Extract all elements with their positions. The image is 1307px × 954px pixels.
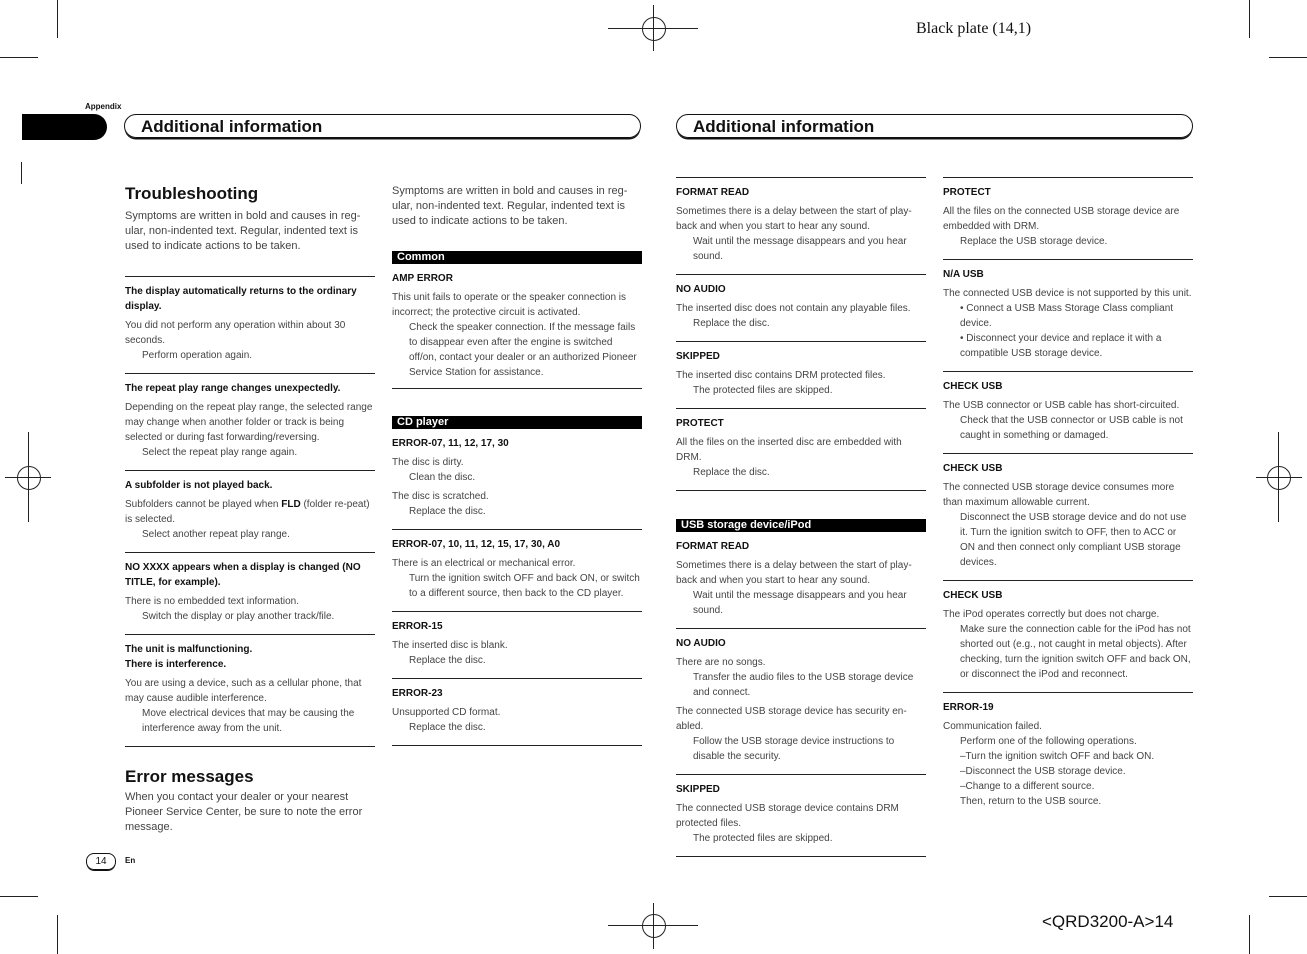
symptom: FORMAT READ [676,541,750,552]
symptom: There is interference. [125,659,227,670]
error-entry [676,177,926,274]
action: Make sure the connection cable for the iPod has not shorted out (e.g., not caught in metal objects). After checking, turn the ignition switch OFF and back ON, or disconnect the iPod and reconnect. [960,624,1191,680]
trouble-entry [125,470,375,552]
page-number: 14 [86,853,116,870]
cause: The iPod operates correctly but does not charge. [943,609,1160,620]
symptom: A subfolder is not played back. [125,480,273,491]
section-bar-cd: CD player [392,416,642,429]
symptom: ERROR-07, 11, 12, 17, 30 [392,438,509,449]
action: The protected files are skipped. [693,385,833,396]
action: Follow the USB storage device instructions to disable the security. [693,736,895,762]
registration-line [28,432,29,522]
registration-mark [642,17,666,41]
action: –Turn the ignition switch OFF and back ON. [960,751,1155,762]
action: Clean the disc. [409,472,476,483]
symptom: PROTECT [676,418,724,429]
error-entry [943,259,1193,371]
error-entry [943,453,1193,580]
cause: The inserted disc is blank. [392,640,508,651]
cause: The disc is dirty. [392,457,464,468]
cause: The USB connector or USB cable has short-circuited. [943,400,1180,411]
appendix-label: Appendix [85,102,122,111]
action: Move electrical devices that may be causing the interference away from the unit. [142,708,355,734]
troubleshooting-title: Troubleshooting [125,184,259,203]
error-entry [943,692,1193,819]
action: Turn the ignition switch OFF and back ON, or switch to a different source, then back to the CD player. [409,573,640,599]
cause-text: (folder re-peat) is selected. [125,499,370,525]
symptom: The repeat play range changes unexpectedly. [125,383,341,394]
symptom: ERROR-07, 10, 11, 12, 15, 17, 30, A0 [392,539,561,550]
action: Switch the display or play another track/file. [142,611,335,622]
registration-line [1256,477,1302,478]
trouble-entry [125,373,375,470]
cause: You did not perform any operation within about 30 seconds. [125,320,346,346]
action: Replace the disc. [693,467,770,478]
crop-mark [1249,915,1250,954]
symptom: CHECK USB [943,463,1003,474]
action: The protected files are skipped. [693,833,833,844]
cause: All the files on the connected USB storage device are embedded with DRM. [943,206,1180,232]
registration-mark [17,466,41,490]
trouble-entry [125,552,375,634]
action: Select another repeat play range. [142,529,290,540]
action: Wait until the message disappears and you hear sound. [693,590,907,616]
error-entry [676,628,926,774]
cause: The disc is scratched. [392,491,489,502]
action: Replace the disc. [693,318,770,329]
action: Disconnect the USB storage device and do not use it. Turn the ignition switch to OFF, then to ACC or ON and then connect only compliant USB storage devices. [960,512,1187,568]
cause: Depending on the repeat play range, the selected range may change when another folder or track is being selected or during fast forwarding/reversing. [125,402,373,443]
language-label: En [125,856,136,865]
column-2 [392,184,642,746]
action: –Disconnect the USB storage device. [960,766,1126,777]
crop-mark [0,896,38,897]
action: Perform one of the following operations. [960,736,1137,747]
action: Then, return to the USB source. [960,796,1102,807]
action: • Disconnect your device and replace it with a compatible USB storage device. [960,333,1162,359]
plate-label: Black plate (14,1) [916,20,1032,37]
symptom: CHECK USB [943,381,1003,392]
action: Replace the disc. [409,655,486,666]
cause: There are no songs. [676,657,766,668]
action: Replace the disc. [409,506,486,517]
crop-mark [21,162,22,184]
symptom: ERROR-15 [392,621,443,632]
error-entry [676,774,926,857]
section-bar-usb: USB storage device/iPod [676,519,926,532]
cause: The connected USB storage device contains DRM protected files. [676,803,899,829]
action: Select the repeat play range again. [142,447,298,458]
registration-mark [1267,466,1291,490]
error-messages-title: Error messages [125,767,254,786]
header-right: Additional information [676,114,1193,138]
trouble-entry [125,276,375,373]
intro-text: Symptoms are written in bold and causes in reg-ular, non-indented text. Regular, indented text is used to indicate actions to be taken. [125,210,361,252]
cause: Sometimes there is a delay between the start of play-back and when you start to hear any sound. [676,560,912,586]
symptom: AMP ERROR [392,273,453,284]
crop-mark [57,915,58,954]
section-tab-marker [22,114,107,140]
symptom: PROTECT [943,187,991,198]
symptom: CHECK USB [943,590,1003,601]
cause: All the files on the inserted disc are embedded with DRM. [676,437,902,463]
registration-mark [642,914,666,938]
cause: The inserted disc contains DRM protected files. [676,370,886,381]
action: Transfer the audio files to the USB storage device and connect. [693,672,914,698]
cause: The inserted disc does not contain any playable files. [676,303,911,314]
crop-mark [1269,896,1307,897]
action: Check the speaker connection. If the message fails to disappear even after the engine is switched off/on, contact your dealer or an authorized Pioneer Service Station for assistance. [409,322,637,378]
intro-text: Symptoms are written in bold and causes in reg-ular, non-indented text. Regular, indented text is used to indicate actions to be taken. [392,185,628,227]
cause: You are using a device, such as a cellular phone, that may cause audible interference. [125,678,362,704]
error-entry [392,678,642,746]
action: Replace the USB storage device. [960,236,1108,247]
crop-mark [0,57,38,58]
action: • Connect a USB Mass Storage Class compliant device. [960,303,1174,329]
document-code: <QRD3200-A>14 [1042,912,1174,931]
symptom: ERROR-19 [943,702,994,713]
trouble-entry [125,634,375,747]
error-entry [676,341,926,408]
action: Wait until the message disappears and you hear sound. [693,236,907,262]
error-entry [392,611,642,678]
action: Perform operation again. [142,350,253,361]
cause: There is no embedded text information. [125,596,299,607]
fld-term: FLD [281,499,301,510]
action: Check that the USB connector or USB cable is not caught in something or damaged. [960,415,1183,441]
section-bar-common: Common [392,251,642,264]
symptom: NO XXXX appears when a display is changed (NO TITLE, for example). [125,562,361,588]
action: –Change to a different source. [960,781,1095,792]
registration-line [1278,432,1279,522]
error-entry [676,274,926,341]
crop-mark [1249,0,1250,38]
error-entry [676,532,926,628]
symptom: NO AUDIO [676,638,726,649]
error-entry [943,580,1193,692]
cause: Sometimes there is a delay between the start of play-back and when you start to hear any sound. [676,206,912,232]
column-4 [943,177,1193,819]
symptom: The unit is malfunctioning. [125,644,253,655]
cause [125,497,375,527]
symptom: SKIPPED [676,784,720,795]
symptom: FORMAT READ [676,187,750,198]
action: Replace the disc. [409,722,486,733]
symptom: N/A USB [943,269,984,280]
cause: Unsupported CD format. [392,707,501,718]
symptom: ERROR-23 [392,688,443,699]
error-entry [392,429,642,529]
symptom: The display automatically returns to the ordinary display. [125,286,357,312]
cause-text: Subfolders cannot be played when [125,499,282,510]
column-3 [676,177,926,857]
cause: The connected USB device is not supported by this unit. [943,288,1192,299]
error-entry [392,264,642,388]
cause: This unit fails to operate or the speaker connection is incorrect; the protective circuit is activated. [392,292,627,318]
error-entry [676,408,926,491]
cause: Communication failed. [943,721,1042,732]
crop-mark [57,0,58,38]
error-intro: When you contact your dealer or your nearest Pioneer Service Center, be sure to note the error message. [125,791,363,833]
error-entry [943,177,1193,259]
cause: The connected USB storage device consumes more than maximum allowable current. [943,482,1175,508]
cause: There is an electrical or mechanical error. [392,558,576,569]
registration-line [653,903,654,949]
header-left: Additional information [124,114,641,138]
registration-line [653,5,654,51]
error-entry [943,371,1193,453]
symptom: SKIPPED [676,351,720,362]
divider [392,388,642,389]
crop-mark [1269,57,1307,58]
column-1 [125,184,375,835]
error-entry [392,529,642,611]
cause: The connected USB storage device has security en-abled. [676,706,907,732]
symptom: NO AUDIO [676,284,726,295]
